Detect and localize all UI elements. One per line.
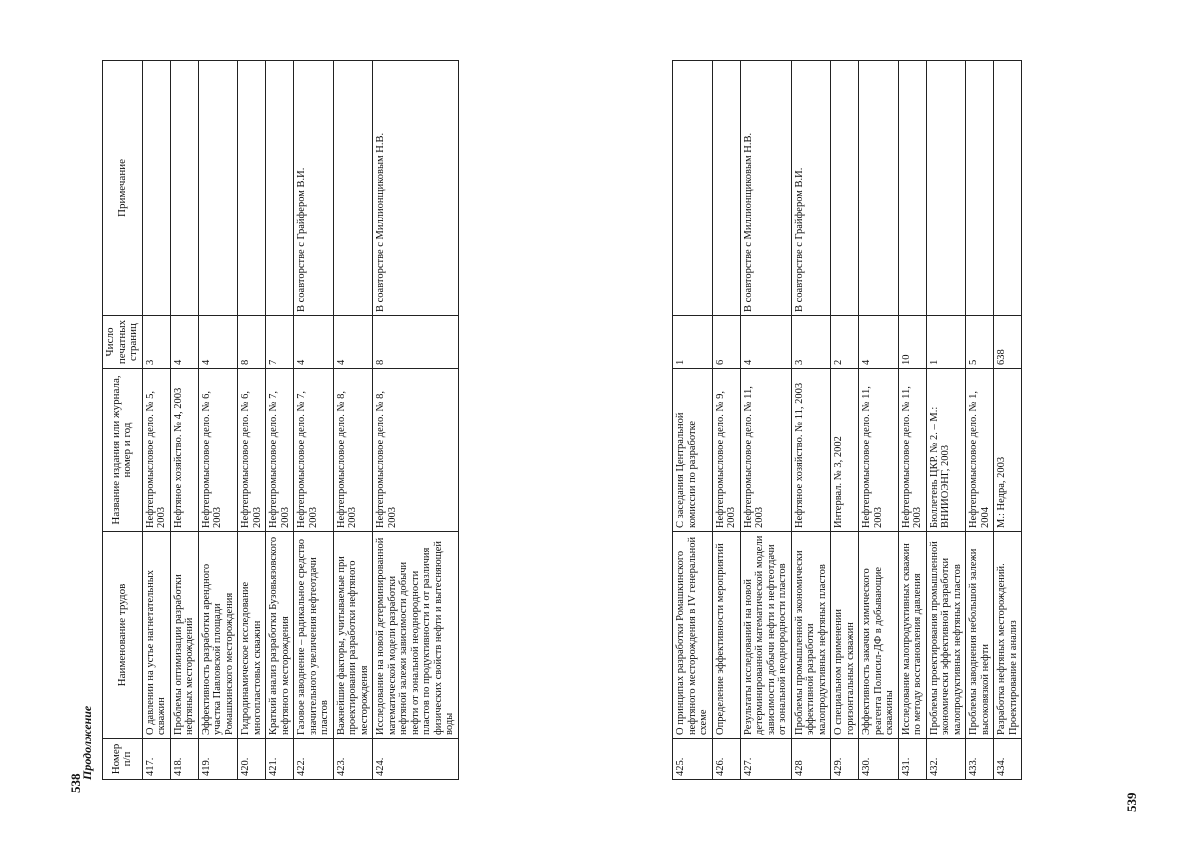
right-publications-table [672,60,1022,780]
row-source: Нефтепромысловое дело. № 8, 2003 [373,369,459,532]
row-title: Важнейшие факторы, учитываемые при проектировании разработки нефтяного месторождения [333,532,373,739]
row-source: Нефтепромысловое дело. № 7, 2003 [294,369,334,532]
row-number: 433. [966,739,994,780]
row-title: Газовое заводнение – радикальное средство значительного увеличения нефтеотдачи пластов [294,532,334,739]
continuation-caption: Продолжение [80,705,94,780]
row-number: 421. [266,739,294,780]
row-note: В соавторстве с Грайфером В.И. [294,61,334,316]
row-title: О принципах разработки Ромашкинского нефтяного месторождения в IV генеральной схеме [673,532,713,739]
row-title: Разработка нефтяных месторождений. Проектирование и анализ [994,532,1022,739]
row-pages: 1 [673,316,713,369]
row-source: Нефтепромысловое дело. № 11, 2003 [859,369,899,532]
row-pages: 8 [238,316,266,369]
table-row [966,61,994,780]
row-number: 420. [238,739,266,780]
table-row [994,61,1022,780]
row-source: Нефтепромысловое дело. № 9, 2003 [712,369,740,532]
row-note [238,61,266,316]
page-number-left: 538 [68,773,83,793]
row-note: В соавторстве с Грайфером В.И. [791,61,831,316]
row-note [926,61,966,316]
row-pages: 4 [333,316,373,369]
row-title: О специальном применении горизонтальных скважин [831,532,859,739]
row-pages: 1 [926,316,966,369]
row-pages: 638 [994,316,1022,369]
row-title: Исследование на новой детерминированной математической модели разработки нефтяной залежи зависимости добычи нефти от зональной неоднородности пластов по продуктивности и от различия физических свойств нефти и вытесняющей воды [373,532,459,739]
row-pages: 3 [142,316,170,369]
row-source: М.: Недра, 2003 [994,369,1022,532]
row-pages: 4 [740,316,791,369]
table-row [740,61,791,780]
row-number: 422. [294,739,334,780]
table-row [791,61,831,780]
row-source: Нефтепромысловое дело. № 1, 2004 [966,369,994,532]
row-source: Нефтяное хозяйство. № 11, 2003 [791,369,831,532]
row-source: Нефтепромысловое дело. № 11, 2003 [740,369,791,532]
row-pages: 5 [966,316,994,369]
row-source: Интервал. № 3, 2002 [831,369,859,532]
table-row [898,61,926,780]
table-row [831,61,859,780]
row-title: Проблемы оптимизации разработки нефтяных месторождений [170,532,198,739]
row-title: Проблемы промышленной экономически эффективной разработки малопродуктивных нефтяных пластов [791,532,831,739]
row-pages: 4 [859,316,899,369]
row-pages: 4 [294,316,334,369]
row-note: В соавторстве с Миллионщиковым Н.В. [740,61,791,316]
row-number: 429. [831,739,859,780]
row-note [859,61,899,316]
row-number: 423. [333,739,373,780]
left-table-block [80,60,567,780]
row-title: Краткий анализ разработки Бузовьязовского нефтяного месторождения [266,532,294,739]
row-pages: 7 [266,316,294,369]
row-number: 434. [994,739,1022,780]
table-row [266,61,294,780]
table-row [926,61,966,780]
row-pages: 2 [831,316,859,369]
header-title: Наименование трудов [103,532,143,739]
row-title: Гидродинамическое исследование многопластовых скважин [238,532,266,739]
row-note: В соавторстве с Миллионщиковым Н.В. [373,61,459,316]
row-number: 428 [791,739,831,780]
row-note [994,61,1022,316]
row-number: 432. [926,739,966,780]
row-number: 419. [198,739,238,780]
row-number: 418. [170,739,198,780]
row-number: 424. [373,739,459,780]
left-publications-table [102,60,459,780]
row-title: Эффективность закачки химического реагента Полисил-ДФ в добывающие скважины [859,532,899,739]
table-row [198,61,238,780]
row-note [333,61,373,316]
row-note [898,61,926,316]
table-row [673,61,713,780]
row-title: Исследование малопродуктивных скважин по методу восстановления давления [898,532,926,739]
row-note [673,61,713,316]
row-source: Нефтепромысловое дело. № 5, 2003 [142,369,170,532]
header-note: Примечание [103,61,143,316]
row-note [142,61,170,316]
table-row [294,61,334,780]
table-header-row [103,61,143,780]
row-note [266,61,294,316]
row-title: Проблемы заводнения небольшой залежи высоковязкой нефти [966,532,994,739]
row-number: 430. [859,739,899,780]
row-pages: 10 [898,316,926,369]
row-source: Нефтяное хозяйство. № 4, 2003 [170,369,198,532]
row-title: Проблемы проектирования промышленной экономически эффективной разработки малопродуктивных нефтяных пластов [926,532,966,739]
row-pages: 8 [373,316,459,369]
row-note [712,61,740,316]
row-number: 425. [673,739,713,780]
row-note [198,61,238,316]
row-number: 427. [740,739,791,780]
right-table-block [672,60,1148,780]
table-row [170,61,198,780]
row-pages: 6 [712,316,740,369]
row-title: О давлении на устье нагнетательных скважин [142,532,170,739]
row-title: Определение эффективности мероприятий [712,532,740,739]
row-note [170,61,198,316]
header-number: Номер п/п [103,739,143,780]
page-number-right: 539 [1124,792,1139,812]
row-note [966,61,994,316]
row-source: С заседания Центральной комиссии по разработке [673,369,713,532]
row-note [831,61,859,316]
row-pages: 3 [791,316,831,369]
header-source: Название издания или журнала, номер и год [103,369,143,532]
row-source: Нефтепромысловое дело. № 11, 2003 [898,369,926,532]
row-number: 417. [142,739,170,780]
row-source: Бюллетень ЦКР. № 2. – М.: ВНИИОЭНГ, 2003 [926,369,966,532]
row-pages: 4 [170,316,198,369]
row-number: 426. [712,739,740,780]
table-row [712,61,740,780]
row-title: Эффективность разработки арендного участка Павловской площади Ромашкинского месторождения [198,532,238,739]
row-source: Нефтепромысловое дело. № 7, 2003 [266,369,294,532]
table-row [142,61,170,780]
row-source: Нефтепромысловое дело. № 8, 2003 [333,369,373,532]
table-row [373,61,459,780]
header-pages: Число печатных страниц [103,316,143,369]
row-source: Нефтепромысловое дело. № 6, 2003 [198,369,238,532]
row-pages: 4 [198,316,238,369]
row-source: Нефтепромысловое дело. № 6, 2003 [238,369,266,532]
table-row [333,61,373,780]
row-number: 431. [898,739,926,780]
table-row [859,61,899,780]
table-row [238,61,266,780]
row-title: Результаты исследований на новой детерминированной математической модели зависимости добычи нефти и нефтеотдачи от зональной неоднородности пластов [740,532,791,739]
